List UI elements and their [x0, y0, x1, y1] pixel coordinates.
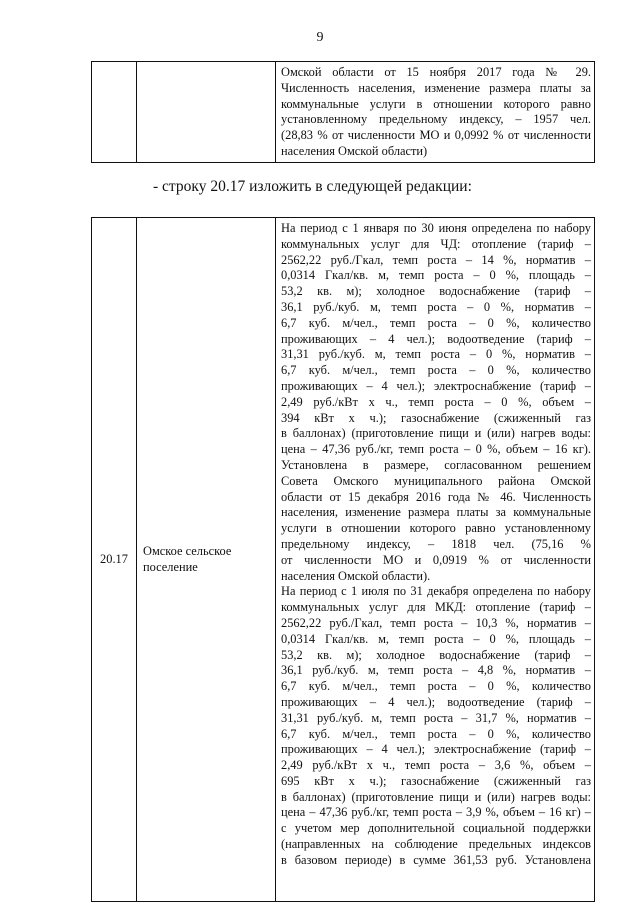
- table-row: [92, 218, 595, 902]
- settlement-name-lines: [143, 544, 275, 576]
- row-text: [281, 221, 591, 869]
- text-line: населения Омской области).: [281, 568, 431, 583]
- row-name-cell: [137, 62, 276, 163]
- settlement-name-line: поселение: [143, 559, 198, 574]
- text-line: На период с 1 января по 30 июня определена по набору: [281, 221, 591, 235]
- continuation-table: [91, 61, 595, 163]
- text-line: цена – 47,36 руб./кг, темп роста – 3,9 %, объем – 16 кг) –: [281, 805, 591, 820]
- row-text-cell: [276, 218, 595, 902]
- text-line: Омской области от 15 ноября 2017 года № 29.: [281, 65, 591, 79]
- text-line: (28,83 % от численности МО и 0,0992 % от численности: [281, 128, 591, 143]
- text-line: области от 15 декабря 2016 года № 46. Численность: [281, 489, 591, 504]
- row-number: 20.17: [92, 218, 137, 902]
- text-line: в базовом периоде) в сумме 361,53 руб. Установлена: [281, 852, 591, 867]
- text-line: от численности МО и 0,0919 % от численности: [281, 552, 591, 567]
- page-number: 9: [316, 30, 324, 45]
- text-line: 695 кВт х ч.); газоснабжение (сжиженный газ: [281, 773, 591, 788]
- text-line: 53,2 кв. м); холодное водоснабжение (тариф –: [281, 647, 591, 662]
- text-line: 53,2 кв. м); холодное водоснабжение (тариф –: [281, 284, 591, 299]
- row-text-cell: [276, 62, 595, 163]
- text-line: услуги в отношении которого равно установленному: [281, 521, 591, 536]
- text-line: 2,49 руб./кВт х ч., темп роста – 3,6 %, объем –: [281, 758, 591, 773]
- text-line: проживающих – 4 чел.); электроснабжение (тариф –: [281, 378, 591, 393]
- instruction-text: - строку 20.17 изложить в следующей редакции:: [153, 178, 472, 195]
- text-line: 36,1 руб./куб. м, темп роста – 4,8 %, норматив –: [281, 663, 591, 678]
- text-line: коммунальных услуг для ЧД: отопление (тариф –: [281, 236, 591, 251]
- row-text: [281, 65, 591, 160]
- text-line: (направленных на соблюдение предельных индексов: [281, 837, 591, 852]
- text-line: коммунальные услуги в отношении которого равно: [281, 96, 591, 111]
- text-line: 2,49 руб./кВт х ч., темп роста – 0 %, объем –: [281, 394, 591, 409]
- text-line: На период с 1 июля по 31 декабря определена по набору: [281, 584, 591, 599]
- row-20-17-table: [91, 217, 595, 902]
- text-line: 2562,22 руб./Гкал, темп роста – 10,3 %, норматив –: [281, 615, 591, 630]
- text-line: населения, изменение размера платы за коммунальные: [281, 505, 591, 520]
- text-line: 6,7 куб. м/чел., темп роста – 0 %, количество: [281, 679, 591, 694]
- text-line: цена – 47,36 руб./кг, темп роста – 0 %, объем – 16 кг).: [281, 442, 591, 457]
- text-line: с учетом мер дополнительной социальной поддержки: [281, 821, 591, 836]
- text-line: коммунальных услуг для МКД: отопление (тариф –: [281, 600, 591, 615]
- text-line: 6,7 куб. м/чел., темп роста – 0 %, количество: [281, 726, 591, 741]
- text-line: 6,7 куб. м/чел., темп роста – 0 %, количество: [281, 315, 591, 330]
- settlement-name: [137, 218, 276, 902]
- text-line: Установлена в размере, согласованном решением: [281, 457, 591, 472]
- text-line: 36,1 руб./куб. м, темп роста – 0 %, норматив –: [281, 299, 591, 314]
- text-line: Численность населения, изменение размера платы за: [281, 80, 591, 95]
- text-line: 0,0314 Гкал/кв. м, темп роста – 0 %, площадь –: [281, 631, 591, 646]
- text-line: в баллонах) (приготовление пищи и (или) нагрев воды:: [281, 789, 591, 804]
- text-line: 31,31 руб./куб. м, темп роста – 31,7 %, норматив –: [281, 710, 591, 725]
- text-line: установленному предельному индексу, – 1957 чел.: [281, 112, 591, 127]
- text-line: проживающих – 4 чел.); водоотведение (тариф –: [281, 694, 591, 709]
- text-line: 0,0314 Гкал/кв. м, темп роста – 0 %, площадь –: [281, 268, 591, 283]
- text-line: проживающих – 4 чел.); электроснабжение (тариф –: [281, 742, 591, 757]
- table-row: [92, 62, 595, 163]
- text-line: 394 кВт х ч.); газоснабжение (сжиженный газ: [281, 410, 591, 425]
- row-number-cell: [92, 62, 137, 163]
- text-line: 6,7 куб. м/чел., темп роста – 0 %, количество: [281, 363, 591, 378]
- text-line: предельному индексу, – 1818 чел. (75,16 %: [281, 536, 591, 551]
- text-line: в баллонах) (приготовление пищи и (или) нагрев воды:: [281, 426, 591, 441]
- settlement-name-line: Омское сельское: [143, 543, 232, 558]
- text-line: населения Омской области): [281, 143, 428, 158]
- text-line: 31,31 руб./куб. м, темп роста – 0 %, норматив –: [281, 347, 591, 362]
- text-line: Совета Омского муниципального района Омской: [281, 473, 591, 488]
- text-line: 2562,22 руб./Гкал, темп роста – 14 %, норматив –: [281, 252, 591, 267]
- text-line: проживающих – 4 чел.); водоотведение (тариф –: [281, 331, 591, 346]
